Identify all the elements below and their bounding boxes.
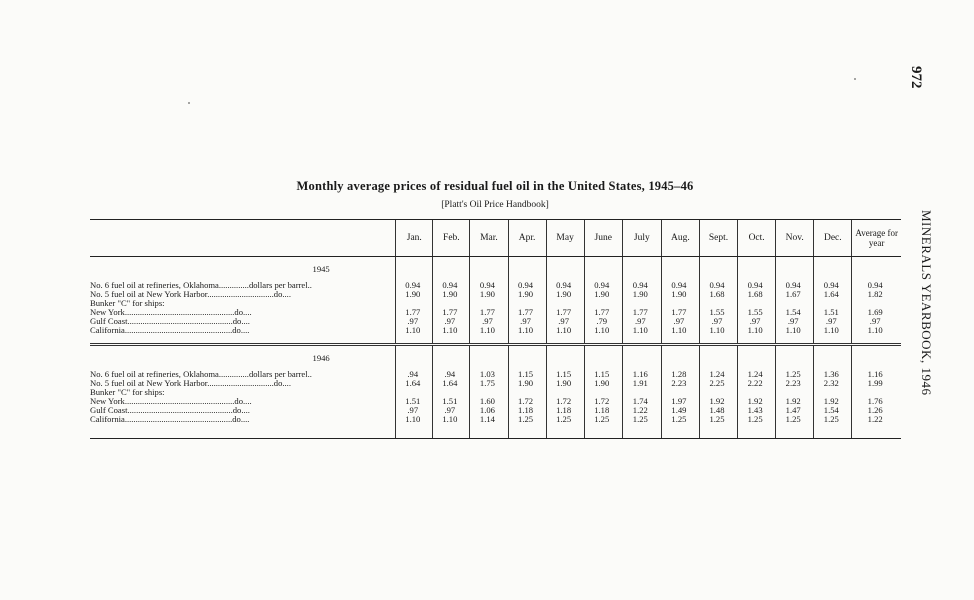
table-cell: 1.26	[852, 406, 901, 415]
table-row	[90, 397, 901, 406]
table-cell: 1.10	[508, 326, 546, 335]
table-cell: 1.77	[508, 308, 546, 317]
table-cell: .97	[433, 317, 470, 326]
table-cell: 1.25	[776, 370, 814, 379]
table-cell: 1.90	[546, 379, 584, 388]
table-row	[90, 406, 901, 415]
table-cell: 1.16	[852, 370, 901, 379]
year-heading-row	[90, 257, 901, 282]
table-cell: 1.99	[852, 379, 901, 388]
scan-speck	[188, 102, 190, 104]
row-label: No. 5 fuel oil at New York Harbor...............................do....	[90, 290, 291, 299]
table-row	[90, 370, 901, 379]
table-cell: 1.22	[852, 415, 901, 424]
row-label: No. 6 fuel oil at refineries, Oklahoma..............dollars per barrel..	[90, 370, 312, 379]
table-cell: 1.10	[699, 326, 737, 335]
table-cell: 2.32	[814, 379, 852, 388]
table-cell: 0.94	[699, 281, 737, 290]
table-body	[90, 257, 901, 439]
column-header: Aug.	[661, 220, 699, 257]
table-cell: 0.94	[661, 281, 699, 290]
table-row	[90, 388, 901, 397]
table-cell: 1.25	[584, 415, 622, 424]
table-cell: 1.25	[546, 415, 584, 424]
table-cell: 1.64	[433, 379, 470, 388]
table-row	[90, 379, 901, 388]
table-cell: 1.90	[433, 290, 470, 299]
table-cell: 1.18	[546, 406, 584, 415]
page-number: 972	[908, 66, 924, 89]
row-label: California..................................................do....	[90, 415, 250, 424]
table-cell: 1.48	[699, 406, 737, 415]
column-header: Oct.	[738, 220, 776, 257]
table-spacer	[90, 424, 901, 432]
header-row	[90, 220, 901, 257]
table-cell: .94	[396, 370, 433, 379]
table-cell: 1.16	[622, 370, 661, 379]
table-cell: 0.94	[738, 281, 776, 290]
table-cell: 1.90	[470, 290, 508, 299]
table-row	[90, 299, 901, 308]
row-label: Bunker "C" for ships:	[90, 388, 165, 397]
table-cell: 1.90	[622, 290, 661, 299]
row-label: New York...................................................do....	[90, 397, 252, 406]
table-cell: 1.28	[661, 370, 699, 379]
price-table	[90, 219, 901, 439]
table-cell: 1.51	[814, 308, 852, 317]
column-header: Sept.	[699, 220, 737, 257]
table-cell: 1.15	[584, 370, 622, 379]
table-cell: 1.92	[814, 397, 852, 406]
table-cell: 1.14	[470, 415, 508, 424]
table-cell: 1.10	[584, 326, 622, 335]
column-header: Average for year	[852, 220, 901, 257]
table-cell: 1.60	[470, 397, 508, 406]
table-cell: 1.72	[508, 397, 546, 406]
table-cell: 1.67	[776, 290, 814, 299]
table-cell: 1.10	[814, 326, 852, 335]
table-cell: 1.25	[776, 415, 814, 424]
row-label: Bunker "C" for ships:	[90, 299, 165, 308]
table-cell: 1.10	[470, 326, 508, 335]
table-cell: 1.10	[433, 415, 470, 424]
row-label: No. 6 fuel oil at refineries, Oklahoma..............dollars per barrel..	[90, 281, 312, 290]
table-cell: .97	[470, 317, 508, 326]
table-cell: 1.43	[738, 406, 776, 415]
column-header: May	[546, 220, 584, 257]
row-label: California..................................................do....	[90, 326, 250, 335]
row-label: Gulf Coast.................................................do....	[90, 317, 250, 326]
table-cell: 0.94	[433, 281, 470, 290]
table-cell: 0.94	[852, 281, 901, 290]
table-cell: 1.10	[396, 415, 433, 424]
table-cell: 1.25	[661, 415, 699, 424]
table-cell: .97	[508, 317, 546, 326]
table-cell: 1.75	[470, 379, 508, 388]
table-cell: 0.94	[584, 281, 622, 290]
table-cell: 1.25	[814, 415, 852, 424]
table-spacer	[90, 432, 901, 439]
table-cell: 1.77	[470, 308, 508, 317]
table-cell: 0.94	[814, 281, 852, 290]
table-cell: 1.54	[814, 406, 852, 415]
column-header: June	[584, 220, 622, 257]
column-header: July	[622, 220, 661, 257]
table-cell: 1.15	[546, 370, 584, 379]
table-cell: 1.90	[661, 290, 699, 299]
table-cell: 2.22	[738, 379, 776, 388]
table-cell: 1.10	[622, 326, 661, 335]
table-cell: 1.10	[396, 326, 433, 335]
table-cell: 1.51	[396, 397, 433, 406]
table-cell: 1.69	[852, 308, 901, 317]
table-cell: 1.72	[584, 397, 622, 406]
row-label: No. 5 fuel oil at New York Harbor...............................do....	[90, 379, 291, 388]
table-cell: 1.77	[584, 308, 622, 317]
table-cell: 2.23	[776, 379, 814, 388]
table-cell: 1.77	[622, 308, 661, 317]
table-row	[90, 281, 901, 290]
table-cell: 1.91	[622, 379, 661, 388]
table-cell: 1.10	[776, 326, 814, 335]
table-cell: 1.03	[470, 370, 508, 379]
table-cell: .97	[852, 317, 901, 326]
table-cell: 1.25	[699, 415, 737, 424]
table-cell: 1.36	[814, 370, 852, 379]
table-cell: 1.76	[852, 397, 901, 406]
table-cell: 2.23	[661, 379, 699, 388]
table-cell: 1.68	[738, 290, 776, 299]
table-cell: .97	[738, 317, 776, 326]
table-cell: 0.94	[776, 281, 814, 290]
table-cell: 1.68	[699, 290, 737, 299]
year-heading: 1945	[312, 263, 330, 274]
table-cell: 1.55	[738, 308, 776, 317]
table-cell: 1.90	[584, 290, 622, 299]
table-cell: 1.10	[661, 326, 699, 335]
table-cell: 0.94	[396, 281, 433, 290]
column-header: Mar.	[470, 220, 508, 257]
table-row	[90, 415, 901, 424]
table-cell: 1.92	[776, 397, 814, 406]
table-cell: 1.77	[661, 308, 699, 317]
table-source: [Platt's Oil Price Handbook]	[441, 200, 549, 210]
table-cell: 0.94	[508, 281, 546, 290]
table-cell: 1.92	[738, 397, 776, 406]
table-row	[90, 290, 901, 299]
year-heading-row	[90, 346, 901, 370]
table-cell: 1.90	[546, 290, 584, 299]
table-cell: 1.10	[433, 326, 470, 335]
table-cell: 1.90	[508, 290, 546, 299]
table-title: Monthly average prices of residual fuel oil in the United States, 1945–46	[296, 179, 694, 193]
table-cell: 1.51	[433, 397, 470, 406]
table-cell: 0.94	[546, 281, 584, 290]
table-row	[90, 326, 901, 335]
running-head: MINERALS YEARBOOK, 1946	[919, 210, 934, 396]
table-cell: .97	[396, 317, 433, 326]
table-cell: 1.74	[622, 397, 661, 406]
table-cell: 0.94	[470, 281, 508, 290]
table-cell: 1.90	[584, 379, 622, 388]
table-cell: 1.10	[546, 326, 584, 335]
column-header: Apr.	[508, 220, 546, 257]
row-label: Gulf Coast.................................................do....	[90, 406, 250, 415]
table-cell: 1.55	[699, 308, 737, 317]
table-cell: 1.24	[699, 370, 737, 379]
table-cell: 1.97	[661, 397, 699, 406]
table-cell: .97	[699, 317, 737, 326]
column-header: Dec.	[814, 220, 852, 257]
table-cell: 1.18	[508, 406, 546, 415]
table-cell: 1.25	[622, 415, 661, 424]
table-row	[90, 308, 901, 317]
table-cell: .79	[584, 317, 622, 326]
column-header: Nov.	[776, 220, 814, 257]
table-spacer	[90, 335, 901, 345]
table-cell: 1.06	[470, 406, 508, 415]
table-cell: .97	[661, 317, 699, 326]
column-header: Feb.	[433, 220, 470, 257]
table-cell: 1.82	[852, 290, 901, 299]
table-cell: 1.77	[396, 308, 433, 317]
table-cell: 1.22	[622, 406, 661, 415]
table-cell: 1.77	[433, 308, 470, 317]
table-cell: 1.77	[546, 308, 584, 317]
header-blank	[90, 220, 396, 257]
table-cell: 1.72	[546, 397, 584, 406]
table-cell: .97	[396, 406, 433, 415]
table-cell: 1.90	[396, 290, 433, 299]
table-cell: 1.64	[396, 379, 433, 388]
table-cell: 1.64	[814, 290, 852, 299]
row-label: New York...................................................do....	[90, 308, 252, 317]
year-heading: 1946	[312, 352, 330, 363]
table-cell: 1.15	[508, 370, 546, 379]
table-cell: 1.10	[738, 326, 776, 335]
table-cell: 1.25	[508, 415, 546, 424]
table-cell: .97	[814, 317, 852, 326]
column-header: Jan.	[396, 220, 433, 257]
table-cell: .97	[546, 317, 584, 326]
table-cell: 1.90	[508, 379, 546, 388]
table-cell: 2.25	[699, 379, 737, 388]
table-cell: 1.49	[661, 406, 699, 415]
table-cell: 1.54	[776, 308, 814, 317]
scan-speck	[854, 78, 856, 80]
table-cell: 1.92	[699, 397, 737, 406]
table-cell: .97	[433, 406, 470, 415]
table-cell: 1.24	[738, 370, 776, 379]
table-cell: .97	[622, 317, 661, 326]
table-cell: 1.18	[584, 406, 622, 415]
table-cell: .97	[776, 317, 814, 326]
table-row	[90, 317, 901, 326]
table-cell: 0.94	[622, 281, 661, 290]
table-cell: .94	[433, 370, 470, 379]
table-cell: 1.25	[738, 415, 776, 424]
table-cell: 1.47	[776, 406, 814, 415]
table-cell: 1.10	[852, 326, 901, 335]
